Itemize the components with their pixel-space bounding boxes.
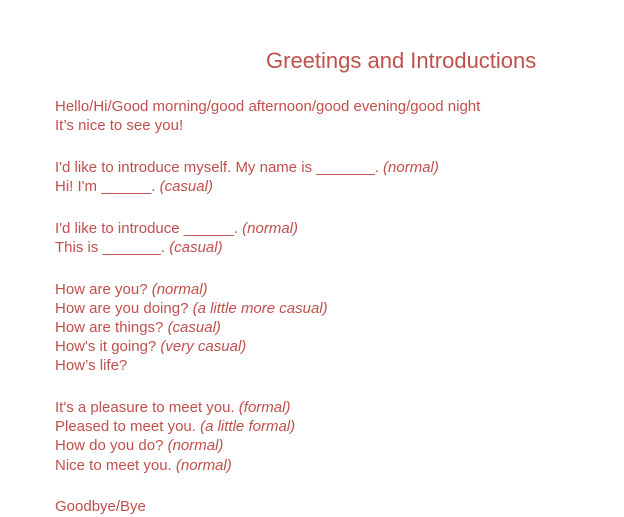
phrase-text: How are you doing?: [55, 299, 193, 317]
phrase-text: How's it going?: [55, 338, 161, 356]
phrase-line: [55, 417, 615, 436]
register-note: (casual): [169, 238, 223, 256]
page-title: Greetings and Introductions: [266, 48, 537, 73]
register-note: (a little more casual): [192, 299, 328, 317]
register-note: (casual): [159, 178, 213, 196]
register-note: (casual): [167, 319, 221, 336]
register-note: (normal): [383, 158, 439, 176]
phrase-text: Hello/Hi/Good morning/good afternoon/good evening/good night: [55, 98, 481, 115]
phrase-line: [55, 280, 615, 299]
phrase-text: It’s nice to see you!: [55, 117, 184, 135]
register-note: (normal): [242, 219, 298, 237]
phrase-line: [55, 497, 615, 516]
phrase-line: [55, 219, 615, 238]
phrase-text: How’s life?: [55, 357, 128, 375]
greeting-group: [55, 97, 615, 135]
phrase-line: [55, 337, 615, 356]
phrase-line: [55, 398, 615, 417]
register-note: (a little formal): [200, 418, 296, 436]
phrase-line: [55, 177, 615, 196]
phrase-line: [55, 97, 615, 116]
phrase-text: Pleased to meet you.: [55, 418, 201, 436]
phrase-text: How are you?: [55, 280, 152, 298]
phrase-line: [55, 436, 615, 455]
phrase-text: Nice to meet you.: [55, 456, 176, 474]
phrase-line: [55, 238, 615, 257]
phrase-line: [55, 356, 615, 375]
phrase-line: [55, 318, 615, 337]
phrase-text: It's a pleasure to meet you.: [55, 399, 239, 417]
register-note: (normal): [167, 437, 224, 455]
phrase-line: [55, 299, 615, 318]
register-note: (formal): [238, 399, 291, 417]
register-note: (very casual): [160, 338, 247, 356]
farewell-group: [55, 497, 615, 516]
phrase-text: I'd like to introduce ______.: [55, 219, 243, 237]
phrase-text: Goodbye/Bye: [55, 498, 146, 516]
self-introduction-group: [55, 158, 615, 196]
meeting-group: [55, 398, 615, 475]
phrase-text: I'd like to introduce myself. My name is _______.: [55, 158, 384, 176]
phrase-line: [55, 116, 615, 135]
phrase-line: [55, 158, 615, 177]
phrase-text: Hi! I'm ______.: [55, 178, 160, 196]
how-are-you-group: [55, 280, 615, 376]
phrase-text: How do you do?: [55, 437, 168, 455]
phrase-text: This is _______.: [55, 238, 170, 256]
register-note: (normal): [151, 280, 208, 298]
phrase-text: How are things?: [55, 319, 168, 336]
register-note: (normal): [175, 456, 232, 474]
document-body: [55, 97, 615, 517]
introduce-other-group: [55, 219, 615, 257]
phrase-line: [55, 456, 615, 475]
